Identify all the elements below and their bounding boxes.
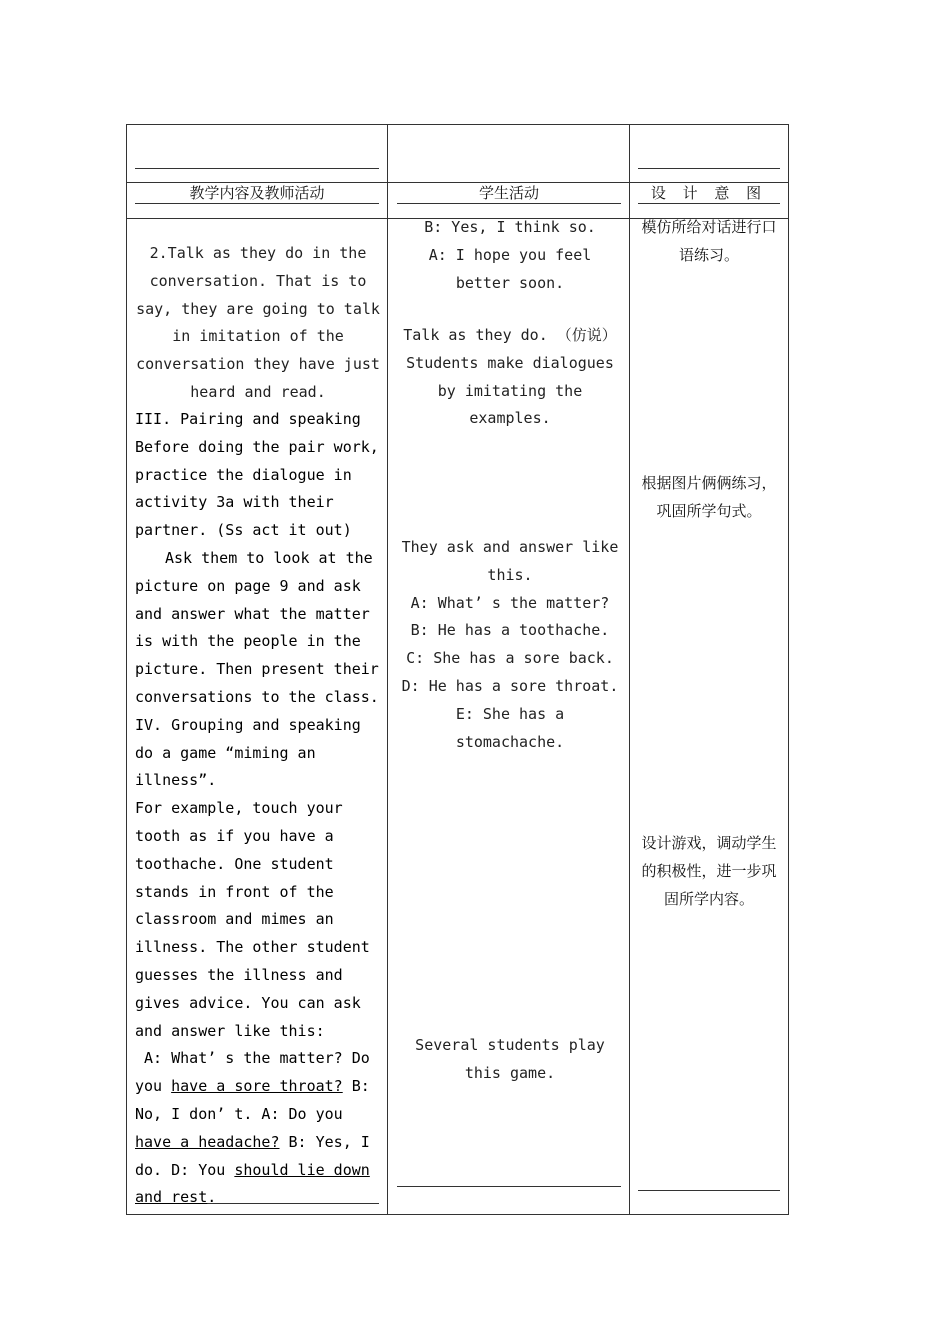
header-student-activity: 学生活动 [478,184,539,202]
design-intent-line: 固所学内容。 [663,890,754,908]
dialogue-line: better soon. [455,273,565,292]
dialogue-line: B: He has a toothache. [410,621,610,640]
section-text: For example, touch your tooth as if you have a toothache. One student stands in front of the classroom and mimes an illness. The other student guesses the illness and gives advice. You can ask and answer like this: [135,799,370,1040]
teaching-main [135,406,381,1212]
blank-line [397,1186,621,1187]
dialogue-line: C: She has a sore back. [406,649,614,668]
header-underline [638,203,780,204]
design-intent [638,829,780,913]
dialogue-text: . [207,1188,217,1207]
student-dialogue [397,534,623,756]
header-teaching-content: 教学内容及教师活动 [189,184,325,202]
section-text: Ask them to look at the picture on page 9 and ask and answer what the matter is with the people in the picture. Then present their conversations to the class. [135,548,379,706]
dialogue-line: A: What’ s the matter? [410,593,610,612]
dialogue-text: B: No, I don’ t. A: Do you [135,1077,370,1123]
section-title: IV. Grouping and speaking [135,715,361,734]
dialogue-line: B: Yes, I think so. [424,218,596,236]
blank-line [135,168,379,169]
blank-line [638,168,780,169]
header-design-intent: 设 计 意 图 [650,184,768,202]
student-activity-text: Several students play this game. [415,1036,605,1082]
column-divider [387,124,388,1215]
design-intent: 模仿所给对话进行口语练习。 [641,218,777,264]
section-title: III. Pairing and speaking [135,410,361,428]
teaching-intro: 2.Talk as they do in the conversation. That is to say, they are going to talk in imitation of the conversation they have just heard and read. [136,244,380,401]
dialogue-text: A: What’ s the matter? Do you [135,1049,370,1096]
student-activity-text: Talk as they do. （仿说）Students make dialogues by imitating the examples. [403,326,617,428]
dialogue-line: They ask and answer like this. [401,538,619,584]
design-intent: 根据图片俩俩练习，巩固所学句式。 [641,474,777,520]
example-dialogue [135,1045,381,1212]
underlined-phrase: should lie down and rest [135,1160,370,1207]
header-underline [135,203,379,204]
column-divider [629,124,630,1215]
dialogue-line: stomachache. [455,732,565,751]
dialogue-line: E: She has a [455,704,565,723]
underlined-phrase: have a sore throat? [171,1077,343,1096]
dialogue-line: A: I hope you feel [428,245,592,264]
section-text: do a game “miming an illness”. [135,743,316,790]
design-intent-line: 设计游戏，调动学生的积极性，进一步巩 [641,834,777,880]
dialogue-text: B: Yes, I do. D: You [135,1132,370,1179]
underlined-phrase: have a headache? [135,1132,280,1151]
dialogue-line: D: He has a sore throat. [401,676,619,695]
student-dialogue [397,214,623,297]
section-text: Before doing the pair work, practice the dialogue in activity 3a with their partner. (Ss act it out) [135,437,379,540]
blank-line [638,1190,780,1191]
header-underline [397,203,621,204]
